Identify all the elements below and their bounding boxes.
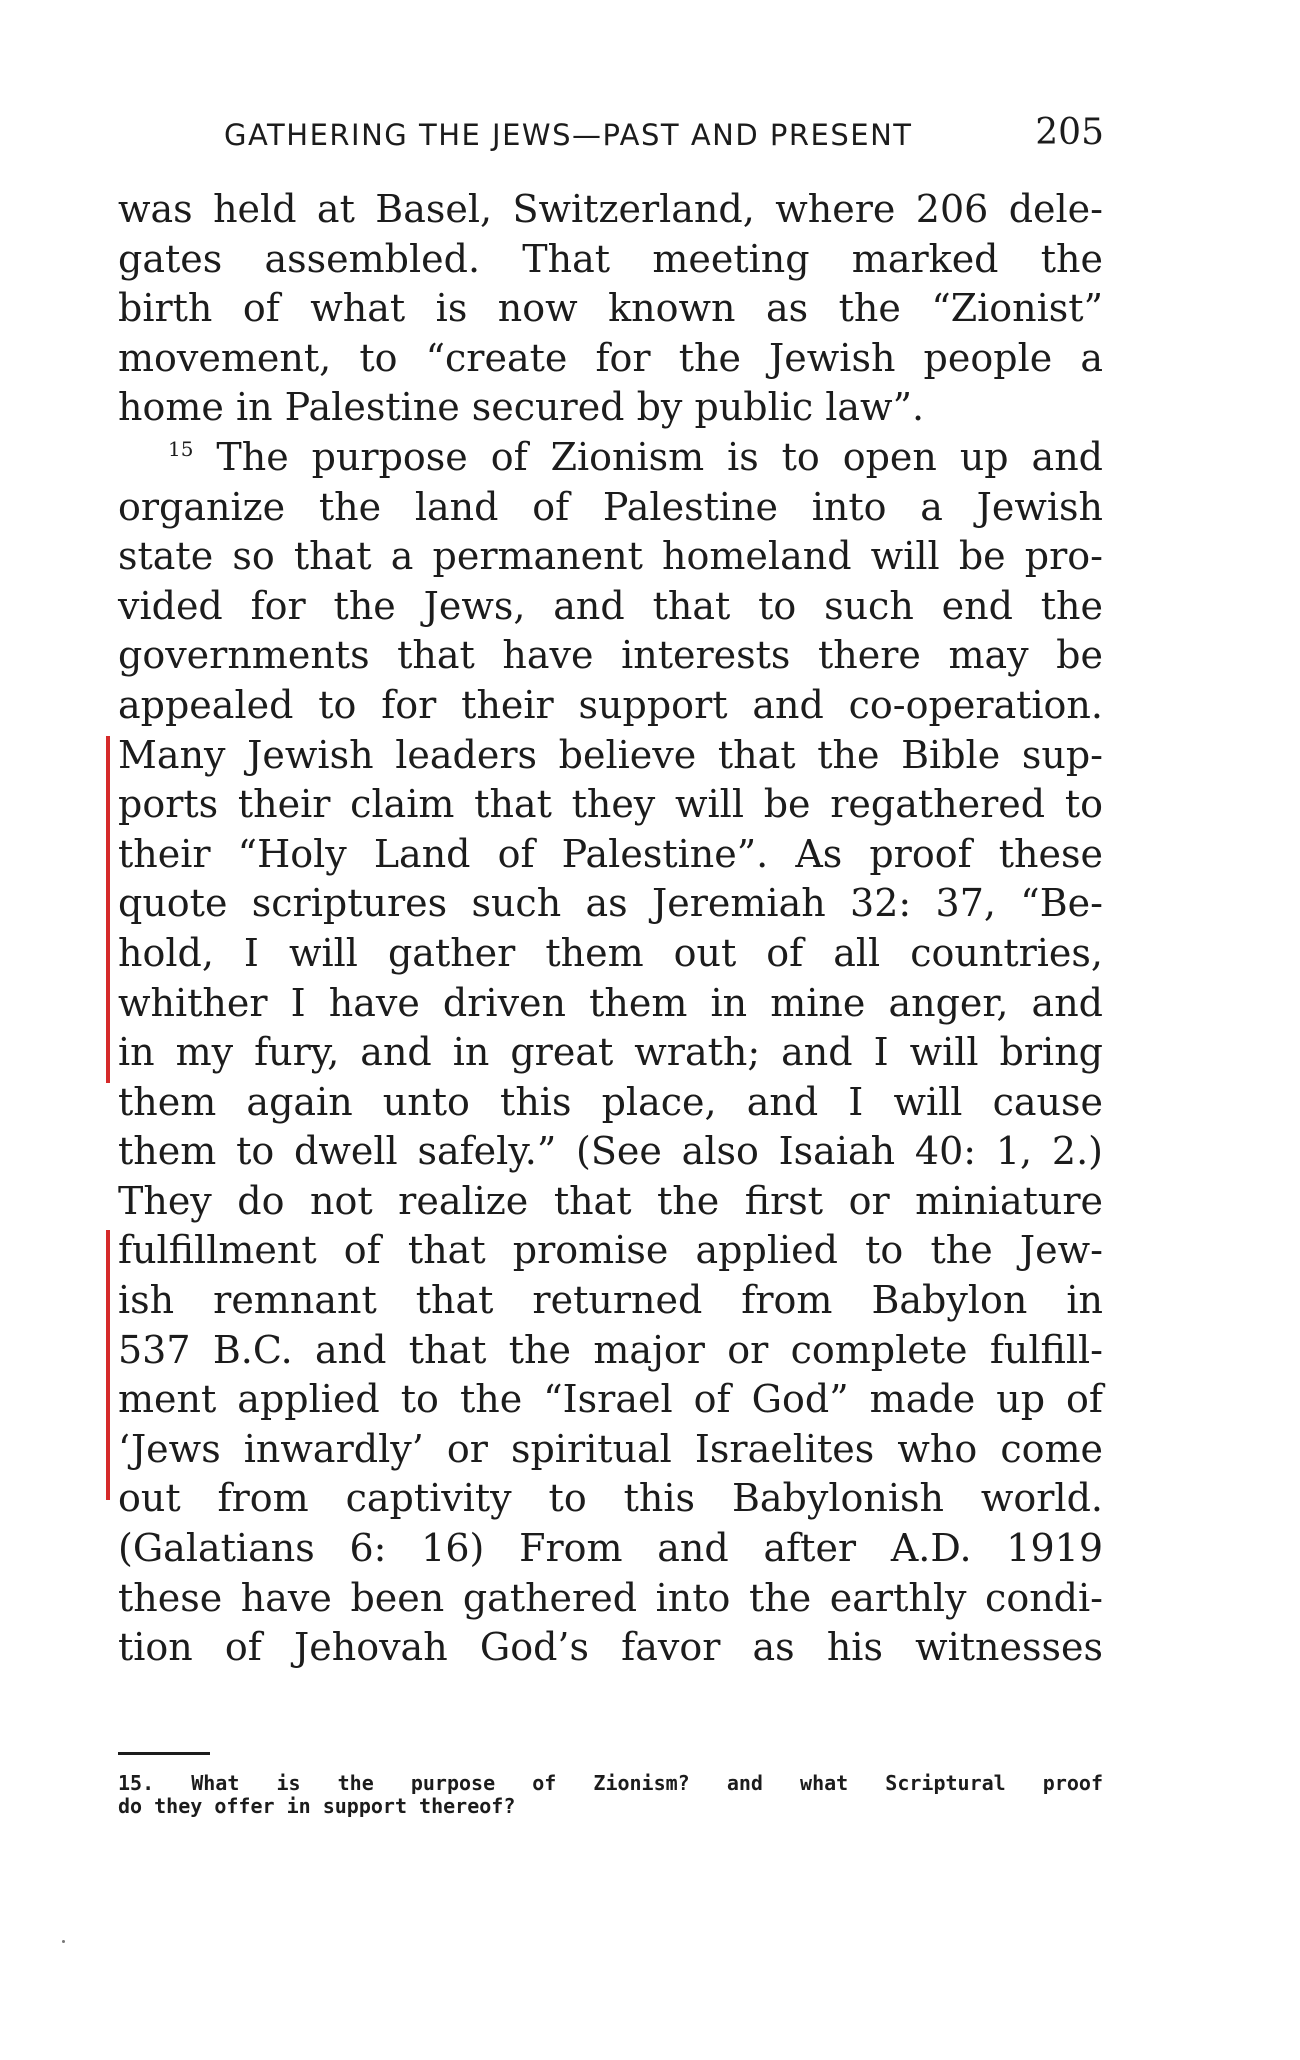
text-line: ‘Jews inwardly’ or spiritual Israelites who come xyxy=(118,1426,1103,1471)
text-line: out from captivity to this Babylonish world. xyxy=(118,1476,1103,1521)
text-line: They do not realize that the first or miniature xyxy=(118,1178,1103,1223)
text-line: was held at Basel, Switzerland, where 206 dele- xyxy=(118,187,1103,231)
text-line: fulfillment of that promise applied to the Jew- xyxy=(118,1228,1103,1273)
running-header xyxy=(224,112,1104,162)
footnote-line: do they offer in support thereof? xyxy=(118,1794,516,1818)
text-line: them to dwell safely.” (See also Isaiah 40: 1, 2.) xyxy=(118,1129,1103,1174)
text-line: organize the land of Palestine into a Jewish xyxy=(118,484,1103,529)
text-line: 537 B.C. and that the major or complete fulfill- xyxy=(118,1327,1103,1372)
text-line: birth of what is now known as the “Zionist” xyxy=(118,286,1103,331)
text-line: tion of Jehovah God’s favor as his witnesses xyxy=(118,1625,1103,1670)
text-line: gates assembled. That meeting marked the xyxy=(118,236,1103,281)
scan-speck xyxy=(62,1940,65,1943)
text-line: ment applied to the “Israel of God” made up of xyxy=(118,1377,1103,1422)
footnote xyxy=(118,1772,1103,1818)
text-line: movement, to “create for the Jewish people a xyxy=(118,335,1103,380)
text-line: quote scriptures such as Jeremiah 32: 37, “Be- xyxy=(118,881,1103,926)
margin-bar xyxy=(106,1230,110,1500)
text-line: ports their claim that they will be regathered to xyxy=(118,782,1103,827)
paragraph-number: 15 xyxy=(168,436,194,461)
text-line: state so that a permanent homeland will be pro- xyxy=(118,534,1103,579)
text-line: them again unto this place, and I will cause xyxy=(118,1079,1103,1124)
text-line: appealed to for their support and co-operation. xyxy=(118,682,1103,727)
text-line: Many Jewish leaders believe that the Bible sup- xyxy=(118,732,1103,777)
text-line: in my fury, and in great wrath; and I will bring xyxy=(118,1030,1103,1075)
text-line: these have been gathered into the earthly condi- xyxy=(118,1575,1103,1620)
text-line: whither I have driven them in mine anger, and xyxy=(118,980,1103,1025)
body-text xyxy=(118,185,1103,1673)
text-line: governments that have interests there may be xyxy=(118,633,1103,678)
text-line: The purpose of Zionism is to open up and xyxy=(216,434,1103,479)
text-line: their “Holy Land of Palestine”. As proof these xyxy=(118,831,1103,876)
running-title: GATHERING THE JEWS—PAST AND PRESENT xyxy=(224,118,913,152)
text-line: vided for the Jews, and that to such end the xyxy=(118,583,1103,628)
footnote-rule xyxy=(118,1752,210,1755)
text-line: ish remnant that returned from Babylon in xyxy=(118,1278,1103,1323)
text-line: home in Palestine secured by public law”. xyxy=(118,385,925,430)
footnote-line: 15. What is the purpose of Zionism? and what Scriptural proof xyxy=(118,1771,1103,1795)
text-line: (Galatians 6: 16) From and after A.D. 1919 xyxy=(118,1526,1103,1571)
margin-bar xyxy=(106,736,110,1083)
page-number: 205 xyxy=(1035,112,1104,153)
text-line: hold, I will gather them out of all countries, xyxy=(118,930,1103,975)
paragraph-start xyxy=(118,433,1103,483)
